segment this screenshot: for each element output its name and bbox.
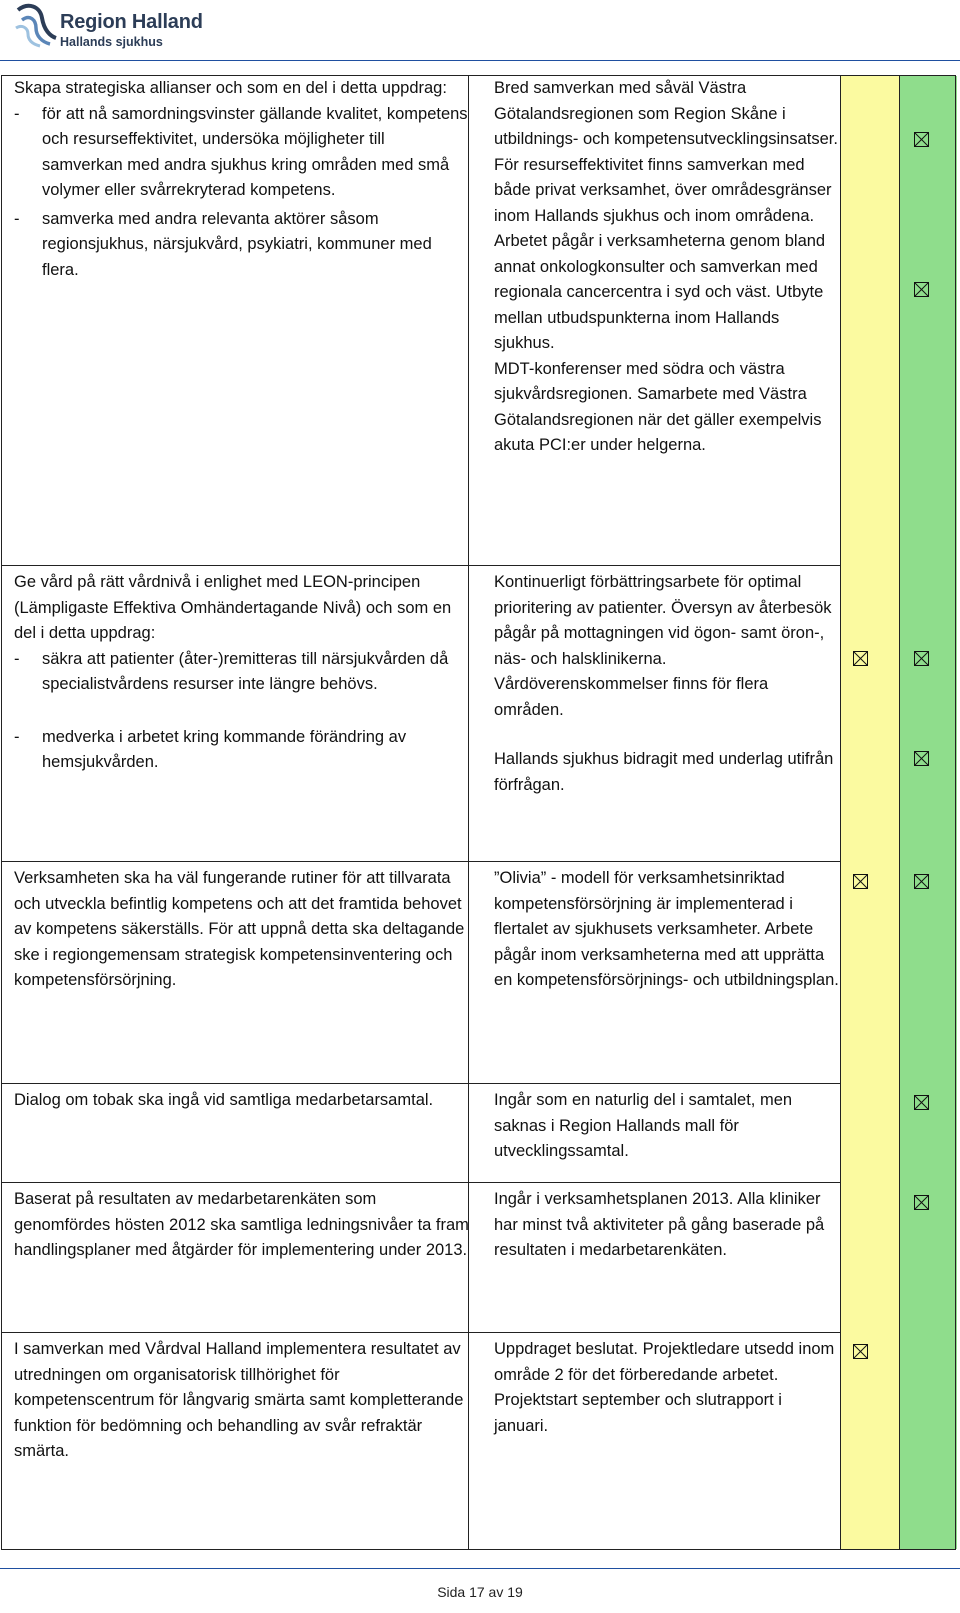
- header-rule: [0, 60, 960, 61]
- checkbox-checked-icon: [914, 751, 929, 766]
- checkbox-checked-icon: [853, 1344, 868, 1359]
- list-item: - samverka med andra relevanta aktörer såsom regionsjukhus, närsjukvård, psykiatri, kommuner med flera.: [14, 209, 432, 279]
- row-1-status-text: Bred samverkan med såväl Västra Götalandsregionen som Region Skåne i utbildnings- och kompetensutvecklingsinsatser. För resurseffektivitet finns samverkan med både privat verksamhet, över områdesgränser inom Hallands sjukhus och inom områdena. Arbetet pågår i verksamheterna genom bland annat onkologkonsulter och samverkan med regionala cancercentra i syd och väst. Utbyte mellan utbudspunkterna inom Hallands sjukhus. MDT-konferenser med södra och västra sjukvårdsregionen. Samarbete med Västra Götalandsregionen när det gäller exempelvis akuta PCI:er under helgerna.: [494, 79, 838, 454]
- row-divider: [2, 861, 840, 862]
- row-divider: [2, 1083, 840, 1084]
- row-divider: [2, 1182, 840, 1183]
- row-5-status-text: Ingår i verksamhetsplanen 2013. Alla kliniker har minst två aktiviteter på gång baserade på resultaten i medarbetarenkäten.: [494, 1190, 825, 1259]
- checkbox-checked-icon: [853, 874, 868, 889]
- row-5-assignment: Baserat på resultaten av medarbetarenkäten som genomfördes hösten 2012 ska samtliga ledningsnivåer ta fram handlingsplaner med åtgärder för implementering under 2013.: [14, 1190, 469, 1259]
- checkbox-checked-icon: [914, 282, 929, 297]
- footer-rule: [0, 1568, 960, 1569]
- row-2-status-text: Kontinuerligt förbättringsarbete för optimal prioritering av patienter. Översyn av återbesök pågår på mottagningen vid ögon- samt öron-, näs- och halsklinikerna. Vårdöverenskommelser finns för flera områden. Hallands sjukhus bidragit med underlag utifrån förfrågan.: [494, 573, 834, 794]
- list-item: - säkra att patienter (åter-)remitteras till närsjukvården då specialistvårdens resurser inte längre behövs.: [14, 649, 449, 693]
- checkbox-checked-icon: [914, 1095, 929, 1110]
- org-name: Region Halland: [60, 11, 203, 33]
- row-3-assignment: Verksamheten ska ha väl fungerande rutiner för att tillvarata och utveckla befintlig kompetens och att det framtida behovet av kompetens säkerställs. För att uppnå detta ska deltagande ske i regiongemensam strategisk kompetensinventering och kompetensförsörjning.: [14, 869, 465, 989]
- checkbox-checked-icon: [914, 1195, 929, 1210]
- row-divider: [2, 1332, 840, 1333]
- column-divider: [840, 76, 841, 1549]
- assignment-intro: Skapa strategiska allianser och som en del i detta uppdrag:: [14, 79, 447, 97]
- column-divider: [899, 76, 900, 1549]
- column-divider: [955, 76, 956, 1549]
- assignment-table: [1, 75, 956, 1550]
- row-4-status-text: Ingår som en naturlig del i samtalet, men saknas i Region Hallands mall för utvecklingssamtal.: [494, 1091, 793, 1160]
- row-6-assignment: I samverkan med Vårdval Halland implementera resultatet av utredningen om organisatorisk tillhörighet för kompetenscentrum för långvarig smärta samt kompletterande funktion för bedömning och behandling av svår refraktär smärta.: [14, 1340, 464, 1460]
- row-6-status-text: Uppdraget beslutat. Projektledare utsedd inom område 2 för det förberedande arbetet. Projektstart september och slutrapport i januari.: [494, 1340, 835, 1435]
- row-divider: [2, 565, 840, 566]
- row-2-assignment: Ge vård på rätt vårdnivå i enlighet med LEON-principen (Lämpligaste Effektiva Omhändertagande Nivå) och som en del i detta uppdrag: - säkra att patienter (åter-)remitteras till närsjukvården då specialistvårdens resurser inte längre behövs. - medverka i arbetet kring kommande förändring av hemsjukvården.: [14, 570, 469, 776]
- row-4-assignment: Dialog om tobak ska ingå vid samtliga medarbetarsamtal.: [14, 1091, 434, 1109]
- org-subtitle: Hallands sjukhus: [60, 35, 163, 49]
- page-number: Sida 17 av 19: [437, 1584, 523, 1600]
- checkbox-checked-icon: [853, 651, 868, 666]
- checkbox-checked-icon: [914, 651, 929, 666]
- status-column-yellow: [840, 76, 899, 1549]
- region-halland-logo: [14, 2, 214, 50]
- row-1-assignment: [14, 76, 469, 283]
- checkbox-checked-icon: [914, 132, 929, 147]
- row-3-status-text: ”Olivia” - modell för verksamhetsinriktad kompetensförsörjning är implementerad i flertalet av sjukhusets verksamheter. Arbete pågår inom verksamheterna med att upprätta en kompetensförsörjnings- och utbildningsplan.: [494, 869, 839, 989]
- column-divider: [468, 76, 469, 1549]
- checkbox-checked-icon: [914, 874, 929, 889]
- list-item: - medverka i arbetet kring kommande förändring av hemsjukvården.: [14, 727, 407, 771]
- logo-icon: [14, 2, 58, 48]
- list-item: - för att nå samordningsvinster gällande kvalitet, kompetens och resurseffektivitet, undersöka möjligheter till samverkan med andra sjukhus kring områden med små volymer eller svårrekryterad kompetens.: [14, 104, 468, 199]
